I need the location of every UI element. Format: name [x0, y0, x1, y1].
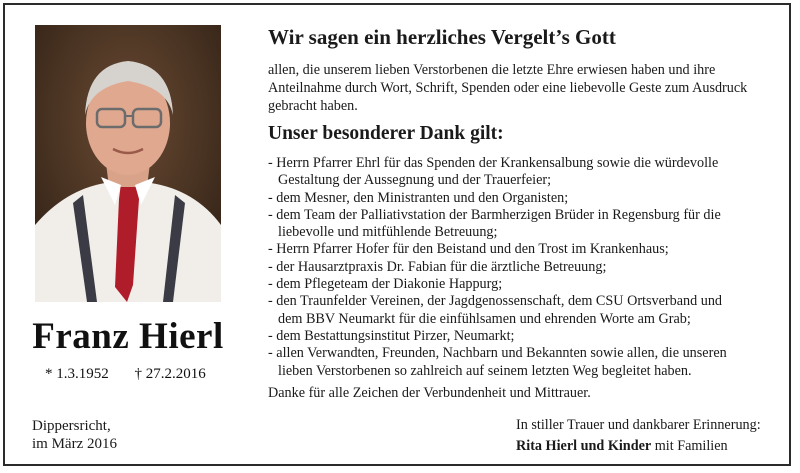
- place-date: [32, 417, 117, 453]
- signature-line: In stiller Trauer und dankbarer Erinnerung:: [516, 417, 761, 433]
- thanks-item-continued: liebevolle und mitfühlende Betreuung;: [278, 224, 498, 241]
- thanks-heading: Wir sagen ein herzliches Vergelt’s Gott: [268, 25, 616, 49]
- special-thanks-heading: Unser besonderer Dank gilt:: [268, 123, 504, 144]
- intro-paragraph: [268, 61, 788, 115]
- thanks-item: - der Hausarztpraxis Dr. Fabian für die ärztliche Betreuung;: [268, 258, 607, 275]
- thanks-item: - allen Verwandten, Freunden, Nachbarn und Bekannten sowie allen, die unseren: [268, 345, 727, 362]
- thanks-item: - Herrn Pfarrer Ehrl für das Spenden der Krankensalbung sowie die würdevolle: [268, 155, 719, 171]
- place-line-2: im März 2016: [32, 436, 117, 452]
- portrait-photo: [35, 25, 221, 302]
- family-suffix: mit Familien: [651, 438, 728, 454]
- thanks-item-continued: Gestaltung der Aussegnung und der Trauerfeier;: [278, 172, 552, 189]
- thanks-item-continued: dem BBV Neumarkt für die einfühlsamen und ehrenden Worte am Grab;: [278, 310, 691, 327]
- thanks-item: - dem Pflegeteam der Diakonie Happurg;: [268, 276, 503, 293]
- thanks-item: - dem Bestattungsinstitut Pirzer, Neumarkt;: [268, 327, 515, 344]
- death-date: † 27.2.2016: [134, 366, 206, 382]
- intro-line: allen, die unserem lieben Verstorbenen die letzte Ehre erwiesen haben und ihre: [268, 62, 716, 78]
- life-dates: [45, 366, 206, 383]
- thanks-list: [268, 155, 793, 380]
- thanks-item: - dem Mesner, den Ministranten und den Organisten;: [268, 189, 569, 206]
- signature-names-line: [516, 436, 761, 457]
- intro-line: gebracht haben.: [268, 98, 358, 114]
- birth-date: * 1.3.1952: [45, 366, 109, 382]
- thanks-item: - Herrn Pfarrer Hofer für den Beistand und den Trost im Krankenhaus;: [268, 241, 669, 258]
- closing-line: Danke für alle Zeichen der Verbundenheit und Mittrauer.: [268, 385, 591, 401]
- thanks-item: - den Traunfelder Vereinen, der Jagdgenossenschaft, dem CSU Ortsverband und: [268, 293, 723, 310]
- portrait-image: [35, 25, 221, 302]
- place-line-1: Dippersricht,: [32, 418, 111, 434]
- signature-block: [516, 415, 761, 457]
- family-names: Rita Hierl und Kinder: [516, 438, 652, 454]
- thanks-item: - dem Team der Palliativstation der Barmherzigen Brüder in Regensburg für die: [268, 206, 721, 223]
- deceased-name: Franz Hierl: [32, 316, 224, 357]
- intro-line: Anteilnahme durch Wort, Schrift, Spenden oder eine liebevolle Geste zum Ausdruck: [268, 80, 748, 96]
- obituary-card: [3, 3, 791, 466]
- thanks-item-continued: lieben Verstorbenen so zahlreich auf seinem letzten Weg begleitet haben.: [278, 362, 692, 379]
